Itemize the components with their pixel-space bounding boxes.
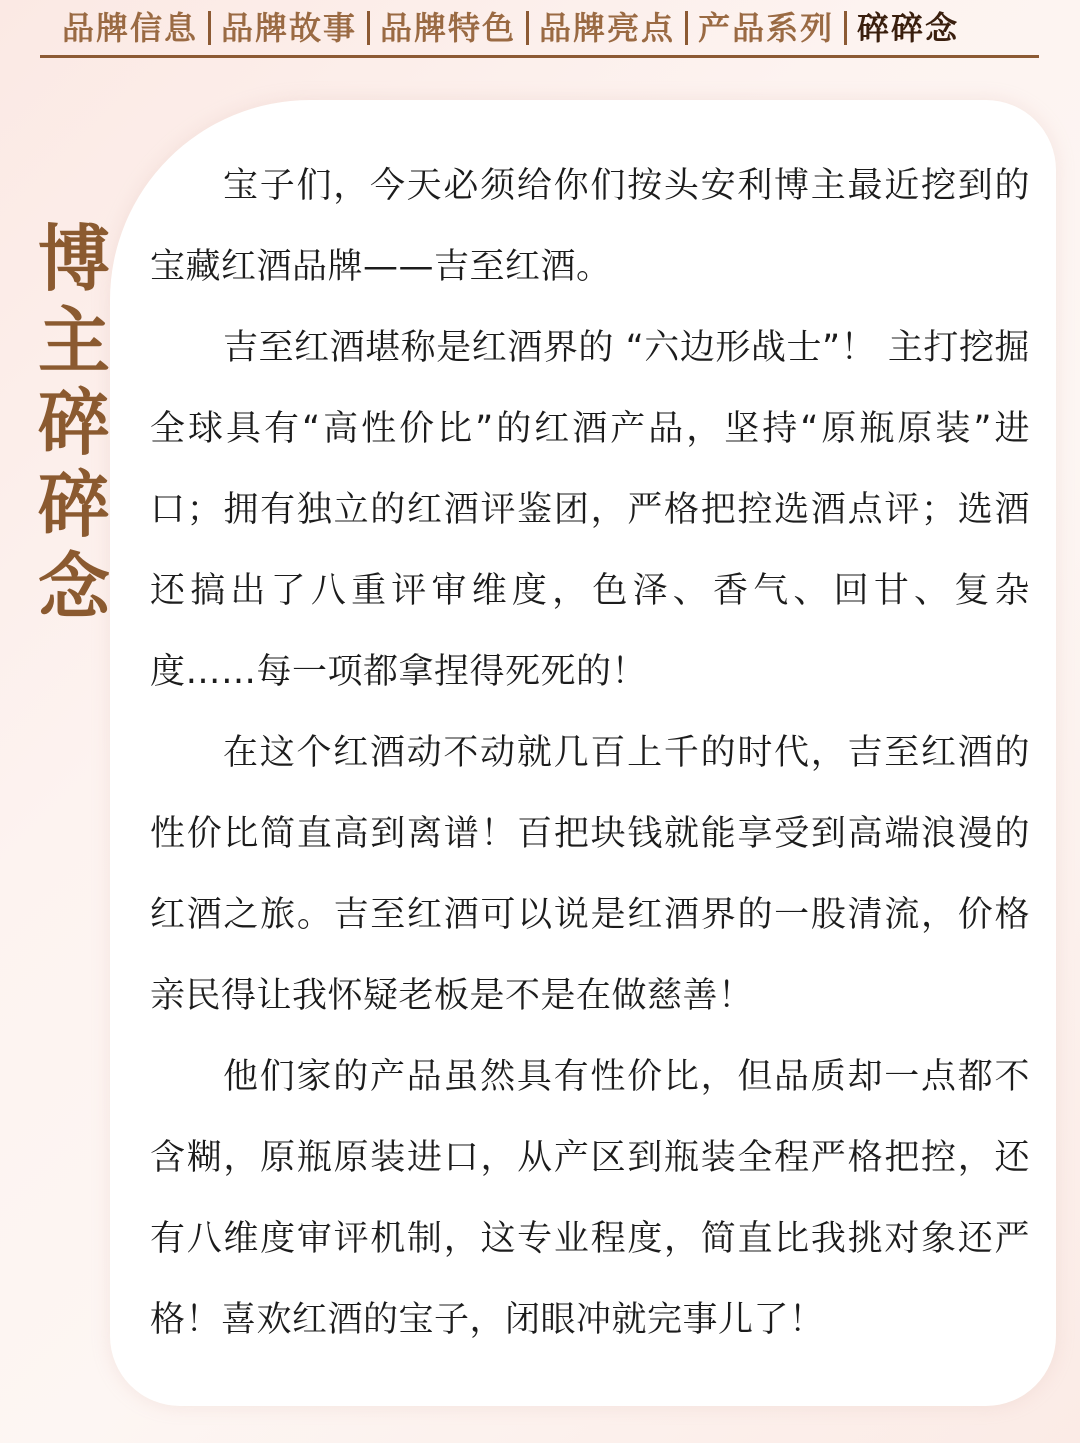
top-nav — [40, 0, 1039, 58]
article-body — [150, 146, 1030, 1361]
nav-item-brand-info[interactable]: 品牌信息 — [62, 8, 199, 47]
side-title-char: 博 — [37, 217, 110, 301]
nav-divider — [844, 11, 847, 45]
side-title-char: 念 — [37, 545, 110, 629]
nav-item-product-series[interactable]: 产品系列 — [698, 8, 835, 47]
nav-item-brand-highlights[interactable]: 品牌亮点 — [539, 8, 676, 47]
nav-divider — [208, 11, 211, 45]
side-title — [36, 218, 112, 628]
side-title-char: 碎 — [37, 381, 110, 465]
article-paragraph: 在这个红酒动不动就几百上千的时代，吉至红酒的性价比简直高到离谱！百把块钱就能享受到高端浪漫的红酒之旅。吉至红酒可以说是红酒界的一股清流，价格亲民得让我怀疑老板是不是在做慈善！ — [150, 733, 1030, 1016]
nav-divider — [367, 11, 370, 45]
side-title-char: 碎 — [37, 463, 110, 547]
nav-item-ramblings[interactable]: 碎碎念 — [857, 8, 960, 47]
article-paragraph: 吉至红酒堪称是红酒界的 “六边形战士”！ 主打挖掘全球具有“高性价比”的红酒产品，坚持“原瓶原装”进口；拥有独立的红酒评鉴团，严格把控选酒点评；选酒还搞出了八重评审维度，色泽、香气、回甘、复杂度……每一项都拿捏得死死的！ — [150, 328, 1030, 692]
nav-item-brand-story[interactable]: 品牌故事 — [221, 8, 358, 47]
nav-item-brand-features[interactable]: 品牌特色 — [380, 8, 517, 47]
side-title-char: 主 — [37, 299, 110, 383]
article-paragraph: 宝子们，今天必须给你们按头安利博主最近挖到的宝藏红酒品牌——吉至红酒。 — [150, 166, 1030, 287]
article-paragraph: 他们家的产品虽然具有性价比，但品质却一点都不含糊，原瓶原装进口，从产区到瓶装全程严格把控，还有八维度审评机制，这专业程度，简直比我挑对象还严格！喜欢红酒的宝子，闭眼冲就完事儿了！ — [150, 1057, 1030, 1340]
nav-divider — [685, 11, 688, 45]
nav-divider — [526, 11, 529, 45]
